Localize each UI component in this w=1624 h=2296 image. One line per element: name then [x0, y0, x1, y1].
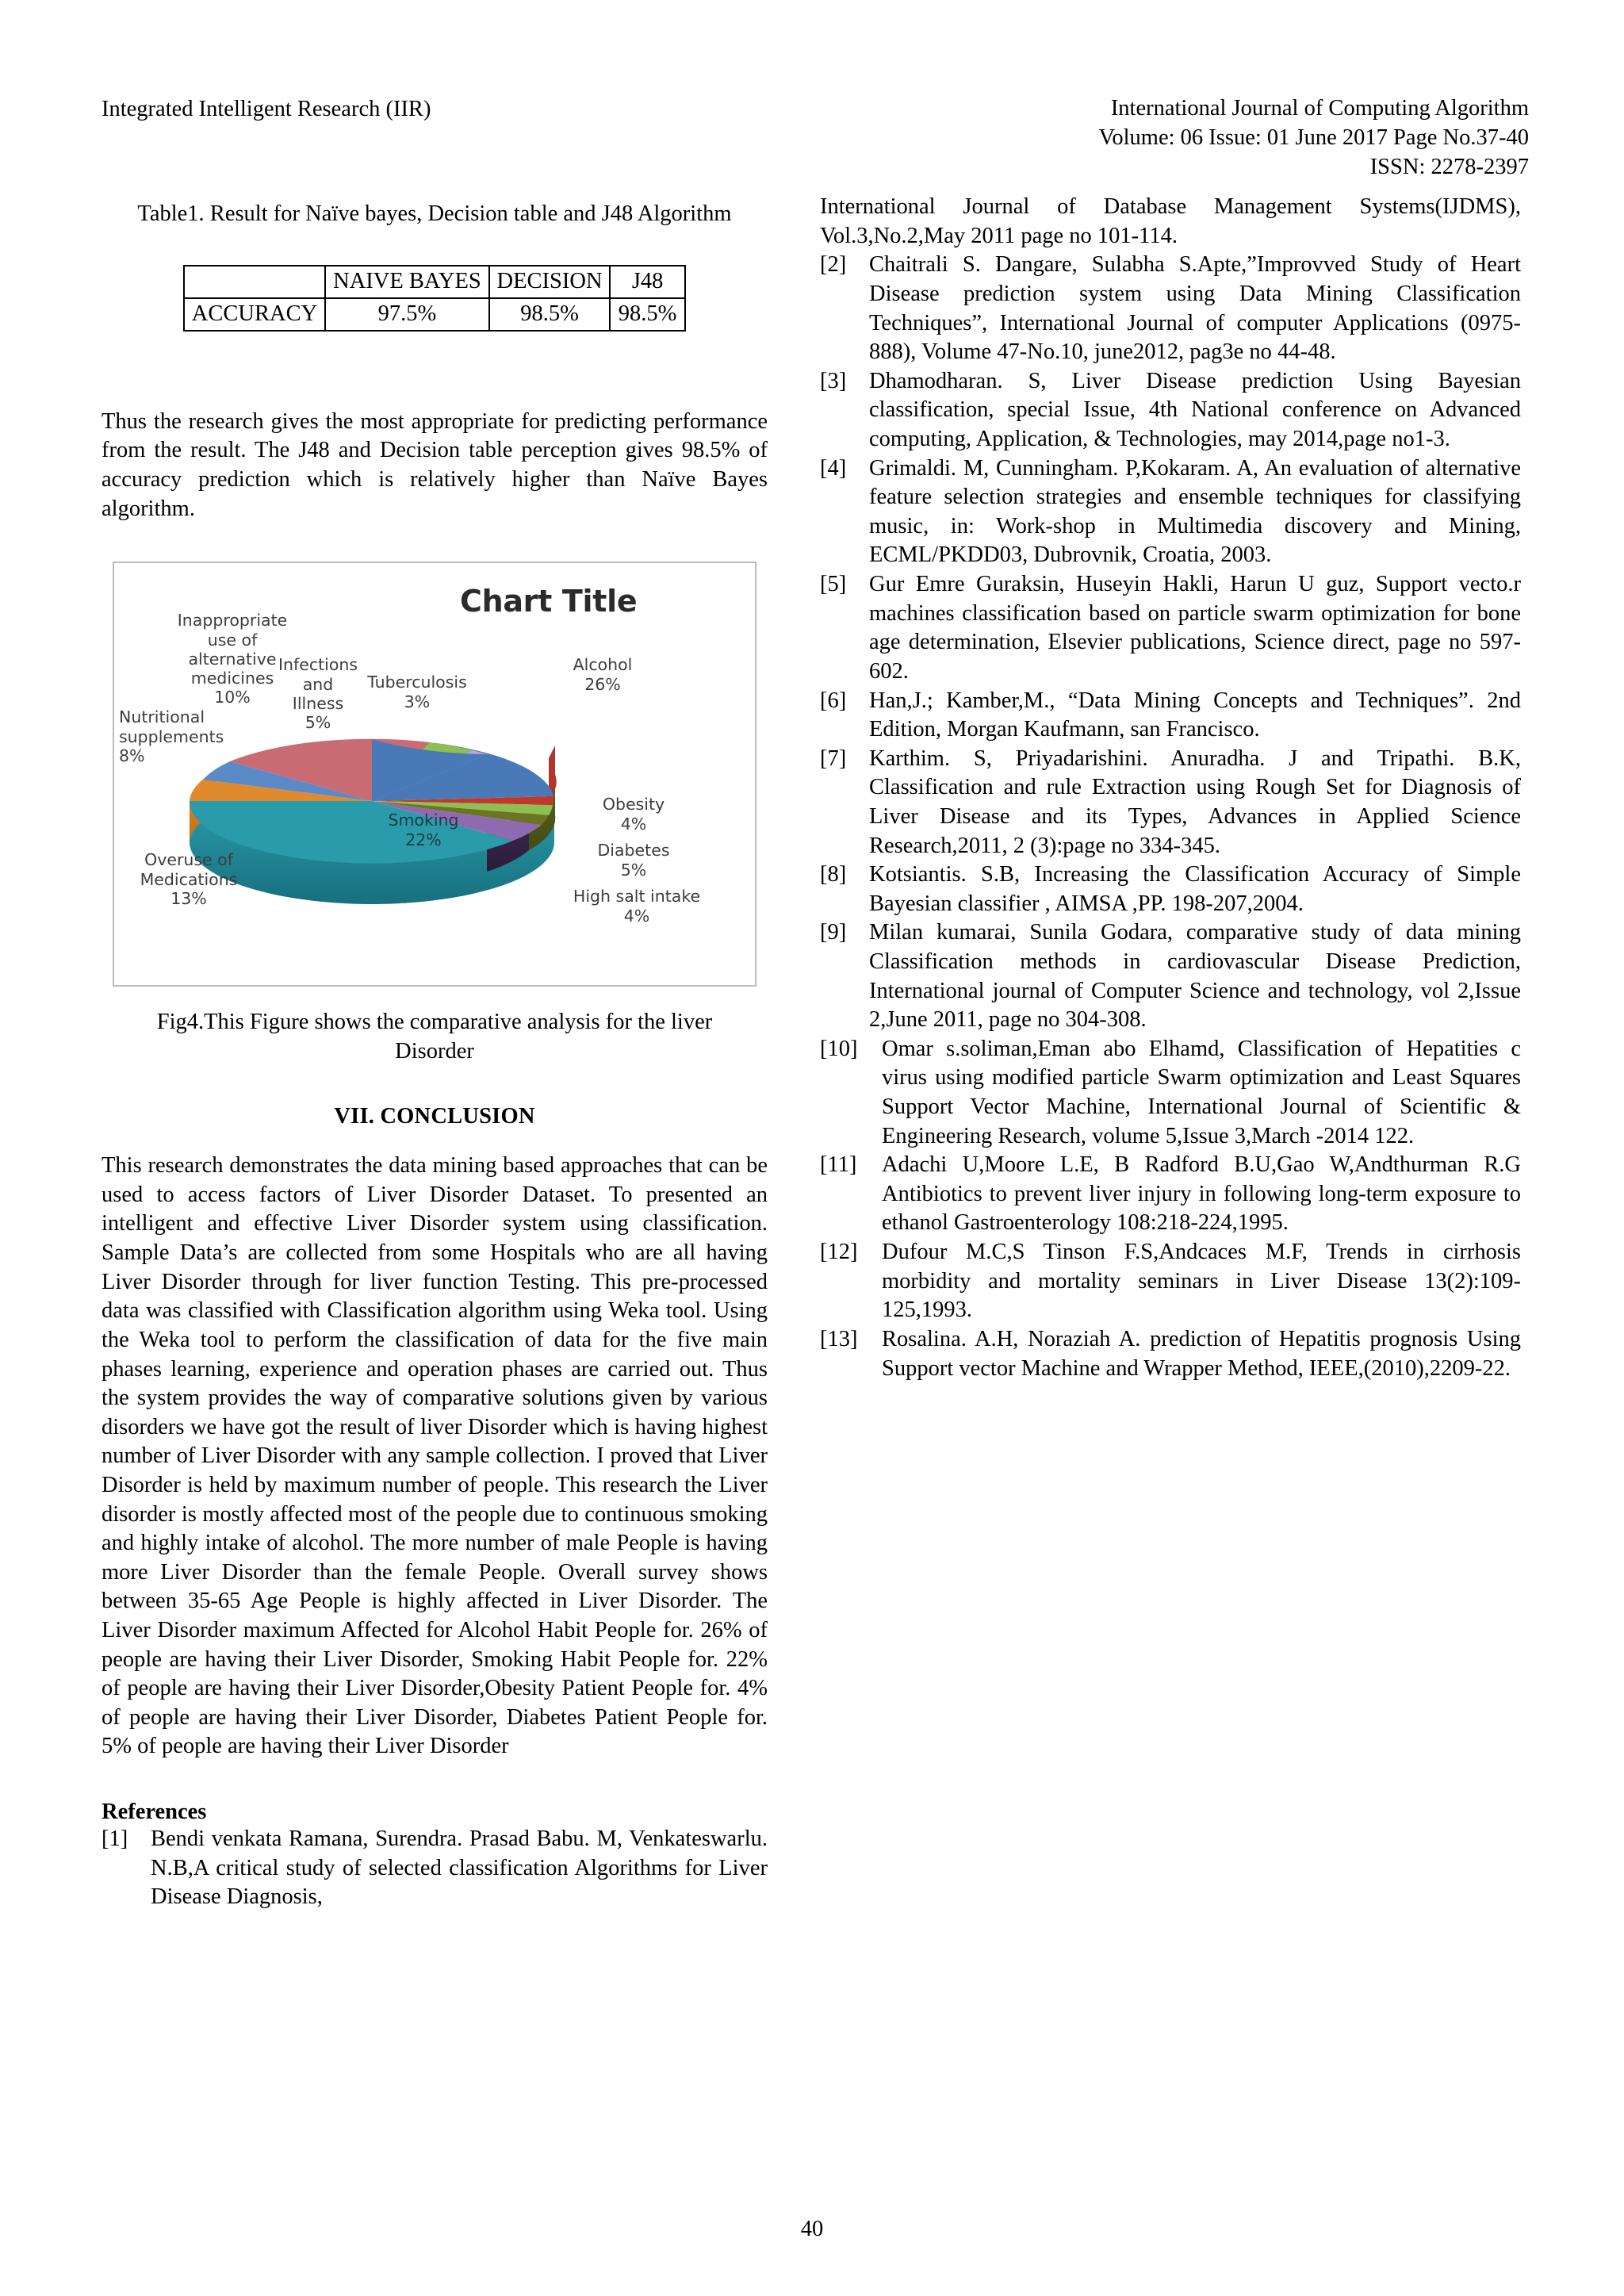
reference-item-1-continuation: International Journal of Database Management Systems(IJDMS), Vol.3,No.2,May 2011 page no 101-114. [820, 194, 1521, 248]
reference-number: [11] [820, 1152, 857, 1178]
reference-item-12 [820, 1238, 1521, 1325]
reference-number: [6] [820, 688, 847, 713]
pie-label-tuberculosis: Tuberculosis 3% [367, 673, 467, 711]
reference-text: Milan kumarai, Sunila Godara, comparative study of data mining Classification methods in cardiovascular Disease Prediction, International journal of Computer Science and technology, vol 2,Issue 2,June 2011, page no 304-308. [869, 920, 1521, 1033]
references-heading: References [102, 1800, 207, 1825]
running-head-right [1098, 94, 1529, 182]
two-column-body [102, 193, 1529, 1912]
pie-label-infections-and-illness: Infections and Illness 5% [278, 655, 358, 732]
right-column [820, 193, 1521, 1912]
reference-item-4 [820, 454, 1521, 570]
reference-text: Dhamodharan. S, Liver Disease prediction Using Bayesian classification, special Issue, 4th National conference on Advanced computing, Application, & Technologies, may 2014,page no1-3. [869, 368, 1521, 452]
reference-number: [3] [820, 368, 847, 393]
reference-number: [10] [820, 1036, 858, 1061]
left-column [102, 193, 768, 1912]
reference-text: Dufour M.C,S Tinson F.S,Andcaces M.F, Trends in cirrhosis morbidity and mortality seminars in Liver Disease 13(2):109-125,1993. [882, 1240, 1521, 1323]
issn: ISSN: 2278-2397 [1369, 155, 1529, 180]
volume-issue-page: Volume: 06 Issue: 01 June 2017 Page No.37-40 [1098, 125, 1529, 151]
table-cell-decision-value: 98.5% [489, 298, 610, 331]
paragraph-thus-research: Thus the research gives the most appropriate for predicting performance from the result. The J48 and Decision table perception gives 98.5% of accuracy prediction which is relatively higher than Naïve Bayes algorithm. [102, 408, 768, 521]
reference-text: Gur Emre Guraksin, Huseyin Hakli, Harun U guz, Support vecto.r machines classification based on particle swarm optimization for bone age determination, Elsevier publications, Science direct, page no 597-602. [869, 572, 1521, 684]
reference-item-2 [820, 251, 1521, 366]
results-table [183, 265, 686, 332]
reference-text: Karthim. S, Priyadarishini. Anuradha. J and Tripathi. B.K, Classification and rule Extraction using Rough Set for Diagnosis of Liver Disease and its Types, Advances in Applied Science Research,2011, 2 (3):page no 334-345. [869, 746, 1521, 858]
pie-label-smoking: Smoking 22% [388, 811, 459, 849]
pie-label-diabetes: Diabetes 5% [597, 841, 670, 880]
journal-name: International Journal of Computing Algorithm [1110, 96, 1529, 121]
reference-text: Adachi U,Moore L.E, B Radford B.U,Gao W,Andthurman R.G Antibiotics to prevent liver injury in following long-term exposure to ethanol Gastroenterology 108:218-224,1995. [882, 1152, 1521, 1236]
reference-text: Kotsiantis. S.B, Increasing the Classification Accuracy of Simple Bayesian classifier , AIMSA ,PP. 198-207,2004. [869, 862, 1521, 916]
reference-number: [7] [820, 746, 847, 771]
table-cell-j48-value: 98.5% [610, 298, 685, 331]
reference-item-5 [820, 570, 1521, 686]
reference-text: Rosalina. A.H, Noraziah A. prediction of Hepatitis prognosis Using Support vector Machine and Wrapper Method, IEEE,(2010),2209-22. [882, 1326, 1521, 1381]
reference-text: Han,J.; Kamber,M., “Data Mining Concepts and Techniques”. 2nd Edition, Morgan Kaufmann, san Francisco. [869, 688, 1521, 742]
pie-chart-figure [113, 562, 756, 987]
reference-number: [9] [820, 920, 847, 945]
running-head [102, 94, 1529, 182]
pie-label-alcohol: Alcohol 26% [573, 655, 633, 694]
figure-caption: Fig4.This Figure shows the comparative analysis for the liver Disorder [156, 1010, 713, 1064]
reference-item-7 [820, 745, 1521, 861]
reference-item-9 [820, 918, 1521, 1034]
reference-item-8 [820, 861, 1521, 918]
reference-text: Grimaldi. M, Cunningham. P,Kokaram. A, An evaluation of alternative feature selection strategies and ensemble techniques for classifying music, in: Work-shop in Multimedia discovery and Mining, ECML/PKDD03, Dubrovnik, Croatia, 2003. [869, 455, 1521, 568]
table-caption: Table1. Result for Naïve bayes, Decision table and J48 Algorithm [137, 201, 732, 227]
reference-number: [8] [820, 862, 847, 887]
table-header-cell-naive-bayes: NAIVE BAYES [325, 266, 489, 298]
table-header-row [184, 266, 685, 298]
reference-number: [1] [102, 1826, 128, 1852]
pie-label-high-salt-intake: High salt intake 4% [573, 887, 701, 926]
pie-label-obesity: Obesity 4% [602, 795, 665, 834]
reference-item-13 [820, 1325, 1521, 1383]
reference-number: [2] [820, 252, 847, 278]
reference-item-3 [820, 367, 1521, 454]
table-cell-naive-bayes-value: 97.5% [325, 298, 489, 331]
reference-item-11 [820, 1151, 1521, 1238]
reference-number: [5] [820, 572, 847, 597]
reference-text: Omar s.soliman,Eman abo Elhamd, Classification of Hepatities c virus using modified particle Swarm optimization and Least Squares Support Vector Machine, International Journal of Scientific & Engineering Research, volume 5,Issue 3,March -2014 122. [882, 1036, 1521, 1148]
spacer [102, 332, 768, 408]
reference-text: Bendi venkata Ramana, Surendra. Prasad Babu. M, Venkateswarlu. N.B,A critical study of selected classification Algorithms for Liver Disease Diagnosis, [151, 1826, 768, 1910]
running-head-left: Integrated Intelligent Research (IIR) [102, 97, 431, 121]
table-header-cell-blank [184, 266, 325, 298]
paragraph-conclusion: This research demonstrates the data mining based approaches that can be used to access factors of Liver Disorder Dataset. To presented an intelligent and effective Liver Disorder system using classification. Sample Data’s are collected from some Hospitals who are all having Liver Disorder through for liver function Testing. This pre-processed data was classified with Classification algorithm using Weka tool. Using the Weka tool to perform the classification of data for the five main phases learning, experience and operation phases are carried out. Thus the system provides the way of comparative solutions given by various disorders we have got the result of liver Disorder which is having highest number of Liver Disorder with any sample collection. I proved that Liver Disorder is held by maximum number of people. This research the Liver disorder is mostly affected most of the people due to continuous smoking and highly intake of alcohol. The more number of male People is having more Liver Disorder than the female People. Overall survey shows between 35-65 Age People is highly affected in Liver Disorder. The Liver Disorder maximum Affected for Alcohol Habit People for. 26% of people are having their Liver Disorder, Smoking Habit People for. 22% of people are having their Liver Disorder,Obesity Patient People for. 4% of people are having their Liver Disorder, Diabetes Patient People for. 5% of people are having their Liver Disorder [102, 1153, 768, 1759]
reference-item-6 [820, 687, 1521, 745]
chart-title: Chart Title [460, 584, 638, 619]
table-header-cell-j48: J48 [610, 266, 685, 298]
reference-text: Chaitrali S. Dangare, Sulabha S.Apte,”Improvved Study of Heart Disease prediction system using Data Mining Classification Techniques”, International Journal of computer Applications (0975-888), Volume 47-No.10, june2012, pag3e no 44-48. [869, 252, 1521, 365]
pie-label-nutritional-supplements: Nutritional supplements 8% [119, 707, 224, 765]
reference-item-10 [820, 1035, 1521, 1151]
page-number: 40 [800, 2217, 824, 2241]
reference-number: [13] [820, 1326, 858, 1351]
table-row [184, 298, 685, 331]
reference-item-1 [102, 1825, 768, 1912]
reference-number: [4] [820, 455, 847, 481]
reference-number: [12] [820, 1240, 858, 1265]
table-header-cell-decision: DECISION [489, 266, 610, 298]
section-heading-conclusion: VII. CONCLUSION [334, 1104, 535, 1129]
pie-label-overuse-of-medications: Overuse of Medications 13% [140, 850, 238, 908]
pie-label-inappropriate-alternative-medicines: Inappropriate use of alternative medicines 10% [177, 611, 288, 707]
table-cell-accuracy-label: ACCURACY [184, 298, 325, 331]
